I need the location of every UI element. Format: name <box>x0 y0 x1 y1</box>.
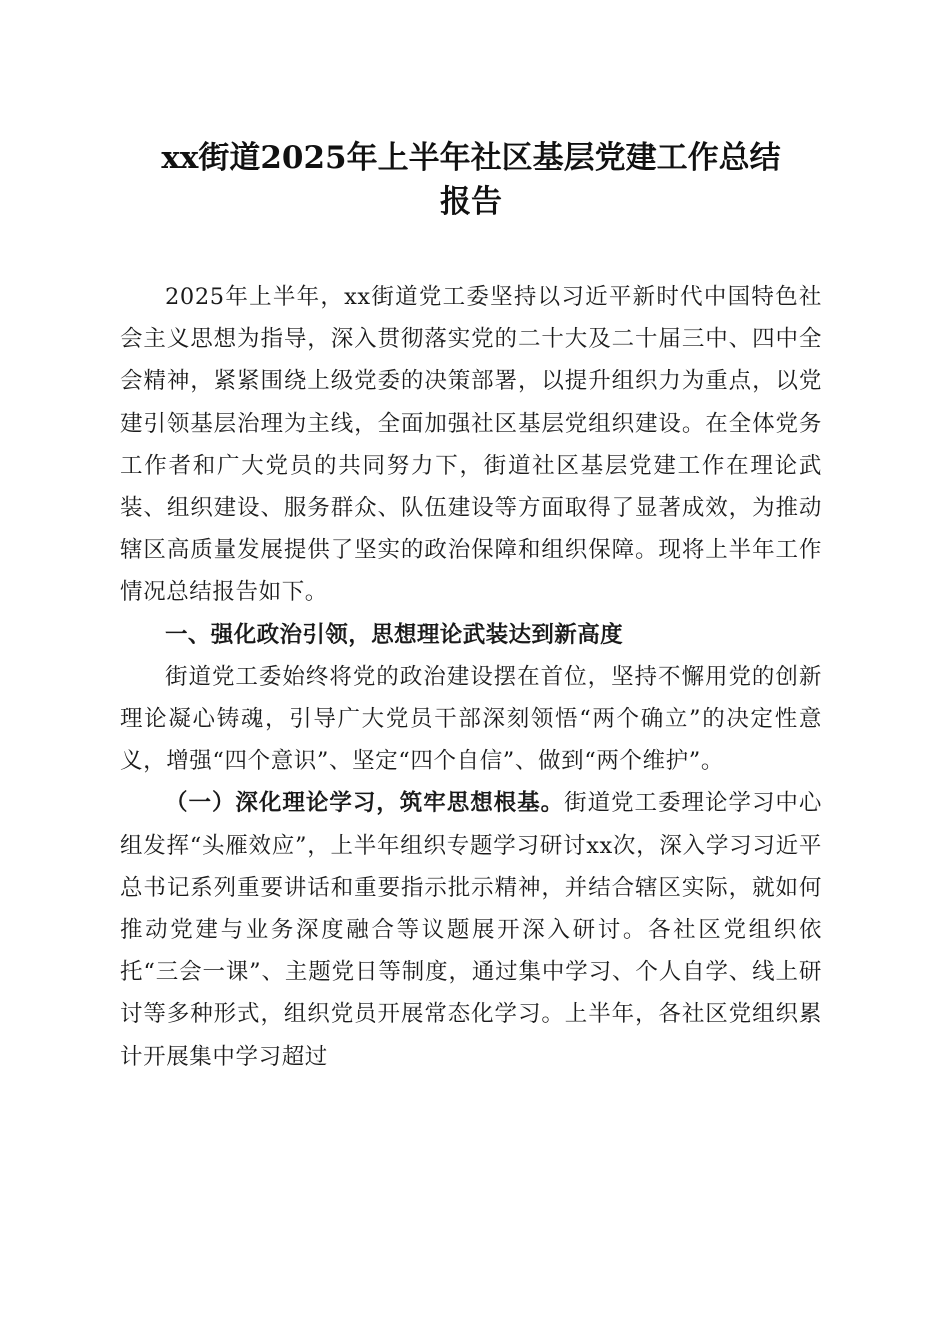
intro-paragraph: 2025年上半年，xx街道党工委坚持以习近平新时代中国特色社会主义思想为指导，深入贯彻落实党的二十大及二十届三中、四中全会精神，紧紧围绕上级党委的决策部署，以提升组织力为重点，以党建引领基层治理为主线，全面加强社区基层党组织建设。在全体党务工作者和广大党员的共同努力下，街道社区基层党建工作在理论武装、组织建设、服务群众、队伍建设等方面取得了显著成效，为推动辖区高质量发展提供了坚实的政治保障和组织保障。现将上半年工作情况总结报告如下。 <box>120 284 822 606</box>
title-line-2: 报告 <box>440 184 502 220</box>
document-page <box>120 136 822 1078</box>
section-1-heading: 一、强化政治引领，思想理论武装达到新高度 <box>165 621 624 648</box>
document-title <box>120 136 822 224</box>
subsection-1-body: 街道党工委理论学习中心组发挥“头雁效应”，上半年组织专题学习研讨xx次，深入学习习近平总书记系列重要讲话和重要指示批示精神，并结合辖区实际，就如何推动党建与业务深度融合等议题展开深入研讨。各社区党组织依托“三会一课”、主题党日等制度，通过集中学习、个人自学、线上研讨等多种形式，组织党员开展常态化学习。上半年，各社区党组织累计开展集中学习超过 <box>120 790 822 1070</box>
title-line-1: xx街道2025年上半年社区基层党建工作总结 <box>161 140 781 176</box>
section-1-paragraph: 街道党工委始终将党的政治建设摆在首位，坚持不懈用党的创新理论凝心铸魂，引导广大党员干部深刻领悟“两个确立”的决定性意义，增强“四个意识”、坚定“四个自信”、做到“两个维护”。 <box>120 663 822 775</box>
subsection-1-paragraph <box>120 782 822 1077</box>
subsection-1-lead: （一）深化理论学习，筑牢思想根基。 <box>165 790 565 817</box>
